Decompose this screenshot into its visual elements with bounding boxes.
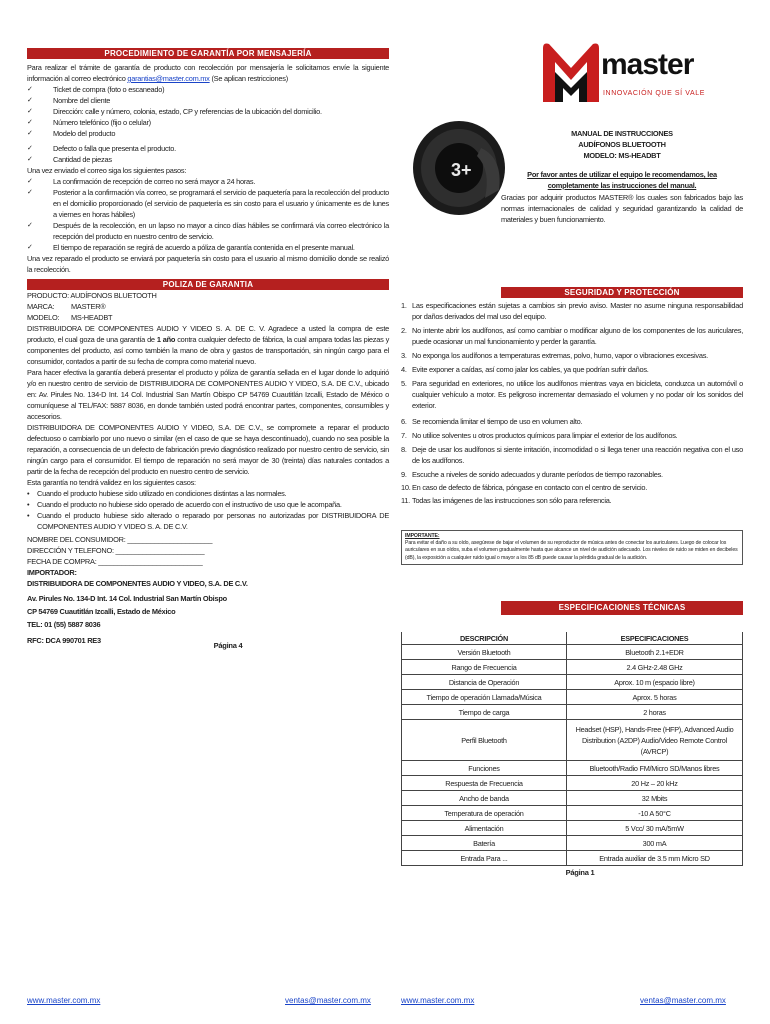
exclusion-item: • Cuando el producto hubiese sido utilizado en condiciones distintas a las normales. — [27, 488, 389, 499]
safety-list — [401, 300, 743, 506]
model-value: MS-HEADBT — [71, 313, 113, 322]
footer-web-right-wrap — [401, 996, 474, 1005]
safety-item: 5. Para seguridad en exteriores, no utilice los audífonos mientras vaya en bicicleta, conduzca un automóvil o cualquier vehículo a motor. Es peligroso incrementar demasiado el volumen y no podar oír los sonidos del exterior. — [401, 379, 743, 410]
brand-value: MASTER® — [71, 302, 106, 311]
form-purchase-date[interactable]: FECHA DE COMPRA: ___________________________ — [27, 557, 203, 566]
table-row: Perfil Bluetooth Headset (HSP), Hands-Free (HFP), Advanced Audio Distribution (A2DP) Audio/Video Remote Control (AVRCP) — [402, 720, 743, 761]
footer-mail-right-wrap — [640, 996, 726, 1005]
manual-title-1: MANUAL DE INSTRUCCIONES — [571, 129, 673, 138]
checklist-item: ✓ Dirección: calle y número, colonia, estado, CP y referencias de la ubicación del domicilio. — [27, 106, 389, 117]
table-row: Respuesta de Frecuencia 20 Hz – 20 kHz — [402, 776, 743, 791]
table-row: Rango de Frecuencia 2.4 GHz-2.48 GHz — [402, 660, 743, 675]
checklist-item: ✓ Nombre del cliente — [27, 95, 389, 106]
specs-spacer — [401, 615, 743, 632]
footer-web-left-wrap — [27, 996, 100, 1005]
importer-label: IMPORTADOR: — [27, 568, 77, 577]
safety-item: 6. Se recomienda limitar el tiempo de uso en volumen alto. — [401, 417, 583, 426]
brand-line — [27, 301, 389, 312]
section-title-specs: ESPECIFICACIONES TÉCNICAS — [501, 601, 743, 615]
manual-model: MODELO: MS-HEADBT — [583, 151, 661, 160]
footer-mail-left-wrap — [285, 996, 371, 1005]
safety-item: 1. Las especificaciones están sujetas a cambios sin previo aviso. Master no asume ninguna responsabilidad por daños derivados del mal uso del equipo. — [401, 301, 743, 321]
model-label: MODELO: — [27, 313, 60, 322]
safety-item: 4. Evite exponer a caídas, así como jalar los cables, ya que podrían sufrir daños. — [401, 365, 649, 374]
footer-mail-right[interactable]: ventas@master.com.mx — [640, 996, 726, 1005]
checklist-item: ✓ Ticket de compra (foto o escaneado) — [27, 84, 389, 95]
importer-rfc: RFC: DCA 990701 RE3 — [27, 636, 101, 645]
table-row: Tiempo de carga 2 horas — [402, 705, 743, 720]
page-number-right: Página 1 — [565, 868, 595, 877]
table-row: Alimentación 5 Vcc/ 30 mA/5mW — [402, 821, 743, 836]
safety-item: 10. En caso de defecto de fábrica, póngase en contacto con el centro de servicio. — [401, 483, 648, 492]
policy-paragraph-1b: contra cualquier defecto de fábrica, la cual ampara todas las piezas y componentes del producto, así como también la mano de obra y gastos de transportación, sin ningún cargo para el consumidor, contados a partir de su fecha de compra como material nuevo. — [27, 335, 390, 366]
checklist-item: ✓ Cantidad de piezas — [27, 154, 389, 165]
step-item: ✓ El tiempo de reparación se regirá de acuerdo a póliza de garantía contenida en el presente manual. — [27, 242, 389, 253]
warranty-duration: 1 año — [156, 335, 176, 344]
importer-address-1: Av. Pirules No. 134-D Int. 14 Col. Industrial San Martín Obispo — [27, 594, 227, 603]
page-number-left: Página 4 — [213, 641, 243, 650]
warranty-email-link[interactable]: garantias@master.com.mx — [127, 74, 210, 83]
form-consumer-name[interactable]: NOMBRE DEL CONSUMIDOR: ______________________ — [27, 535, 213, 544]
table-row: Temperatura de operación -10 A 50°C — [402, 806, 743, 821]
model-line — [27, 312, 389, 323]
footer-mail-left[interactable]: ventas@master.com.mx — [285, 996, 371, 1005]
exclusion-item: • Cuando el producto hubiese sido alterado o reparado por personas no autorizadas por DISTRIBUIDORA DE COMPONENTES AUDIO Y VIDEO S. A. DE C.V. — [27, 510, 389, 532]
footer-web-left[interactable]: www.master.com.mx — [27, 996, 101, 1005]
headphone-label: 3+ — [451, 160, 472, 180]
specs-header-row — [402, 632, 743, 645]
form-address-phone[interactable]: DIRECCIÓN Y TELEFONO: _______________________ — [27, 546, 205, 555]
brand-name: master — [601, 48, 694, 81]
intro-text-b: (Se aplican restricciones) — [211, 74, 288, 83]
brand-label: MARCA: — [27, 302, 55, 311]
specs-header-cell: ESPECIFICACIONES — [567, 632, 743, 645]
table-row: Tiempo de operación Llamada/Música Aprox. 5 horas — [402, 690, 743, 705]
steps-list — [27, 176, 389, 253]
closing-text: Una vez reparado el producto se enviará por paquetería sin costo para el usuario al mismo domicilio donde se realizó la recolección. — [27, 254, 389, 274]
safety-item: 7. No utilice solventes u otros productos químicos para limpiar el exterior de los audífonos. — [401, 431, 678, 440]
table-row: Versión Bluetooth Bluetooth 2.1+EDR — [402, 645, 743, 660]
policy-paragraph-2: Para hacer efectiva la garantía deberá presentar el producto y póliza de garantía sellada en el lugar donde lo adquirió y/o en nuestro centro de servicio de DISTRIBUIDORA DE COMPONENTES AUDIO Y VIDEO, S.A. DE C.V., ubicado en: Av. Pirules No. 134-D Int. 14 Col. Industrial San Martín Obispo CP 54769 Cuautitlán Izcalli, Estado de México o comuníquese al TEL/FAX: 5887 8036, en donde también usted podrá encontrar partes, componentes, consumibles y accesorios. — [27, 368, 389, 421]
safety-item: 9. Escuche a niveles de sonido adecuados y durante períodos de tiempo razonables. — [401, 470, 663, 479]
policy-paragraph-1 — [27, 323, 389, 367]
checklist-item: ✓ Modelo del producto — [27, 128, 389, 139]
section-title-safety: SEGURIDAD Y PROTECCIÓN — [501, 287, 743, 298]
exclusions-intro: Esta garantía no tendrá validez en los siguientes casos: — [27, 478, 196, 487]
specs-table — [401, 632, 743, 866]
manual-title-2: AUDÍFONOS BLUETOOTH — [578, 140, 666, 149]
important-label: IMPORTANTE: — [405, 533, 440, 539]
table-row: Funciones Bluetooth/Radio FM/Micro SD/Manos libres — [402, 761, 743, 776]
checklist-item: ✓ Número telefónico (fijo o celular) — [27, 117, 389, 128]
table-row: Entrada Para ... Entrada auxiliar de 3.5 mm Micro SD — [402, 851, 743, 866]
table-row: Distancia de Operación Aprox. 10 m (espacio libre) — [402, 675, 743, 690]
headphones-image — [411, 118, 507, 216]
brand-slogan: INNOVACIÓN QUE SÍ VALE — [603, 90, 706, 97]
step-item: ✓ Después de la recolección, en un lapso no mayor a cinco días hábiles se confirmará vía correo electrónico la recepción del producto en nuestro centro de servicio. — [27, 220, 389, 242]
table-row: Batería 300 mA — [402, 836, 743, 851]
thanks-text: Gracias por adquirir productos MASTER® los cuales son fabricados bajo las normas internacionales de calidad y seguridad garantizando la calidad de materiales y buen funcionamiento. — [501, 193, 743, 224]
important-notice — [401, 530, 743, 565]
exclusion-item: • Cuando el producto no hubiese sido operado de acuerdo con el instructivo de uso que le acompaña. — [27, 499, 389, 510]
policy-paragraph-1a: DISTRIBUIDORA DE COMPONENTES AUDIO Y VIDEO S. A. DE C. V. Agradece a usted la compra de este producto, el cual goza de una garantía de — [27, 324, 389, 344]
importer-phone: TEL: 01 (55) 5887 8036 — [27, 620, 101, 629]
left-column — [27, 0, 389, 651]
product-line: PRODUCTO: AUDÍFONOS BLUETOOTH — [27, 291, 157, 300]
steps-intro: Una vez enviado el correo siga los siguientes pasos: — [27, 166, 187, 175]
step-item: ✓ La confirmación de recepción de correo no será mayor a 24 horas. — [27, 176, 389, 187]
importer-address-2: CP 54769 Cuautitlán Izcalli, Estado de México — [27, 607, 176, 616]
checklist — [27, 84, 389, 165]
step-item: ✓ Posterior a la confirmación vía correo, se programará el servicio de paquetería para la recolección del producto en el domicilio proporcionado (el servicio de paquetería es sin costo para el usuario y únicamente es de lunes a viernes en horas hábiles) — [27, 187, 389, 220]
brand-logo — [539, 38, 743, 108]
safety-item: 3. No exponga los audífonos a temperaturas extremas, polvo, humo, vapor o vibraciones excesivas. — [401, 351, 708, 360]
specs-header-cell: DESCRIPCIÓN — [402, 632, 567, 645]
exclusions-list — [27, 488, 389, 532]
intro-text-a: Para realizar el trámite de garantía de producto con recolección por mensajería le solicitamos envíe la siguiente información al correo electrónico — [27, 63, 389, 83]
safety-item: 11. Todas las imágenes de las instrucciones son sólo para referencia. — [401, 496, 612, 505]
master-m-logo-icon — [539, 38, 603, 106]
safety-item: 2. No intente abrir los audífonos, así como cambiar o modificar alguno de los componentes de los auriculares, puede ocasionar un mal funcionamiento y perder la garantía. — [401, 326, 743, 346]
importer-name: DISTRIBUIDORA DE COMPONENTES AUDIO Y VIDEO, S.A. DE C.V. — [27, 579, 248, 588]
table-row: Ancho de banda 32 Mbits — [402, 791, 743, 806]
section-title-policy: POLIZA DE GARANTIA — [27, 279, 389, 290]
read-notice: Por favor antes de utilizar el equipo le recomendamos, lea completamente las instrucciones del manual. — [527, 170, 717, 190]
intro-text — [27, 62, 389, 84]
policy-paragraph-3: DISTRIBUIDORA DE COMPONENTES AUDIO Y VIDEO, S.A. DE C.V., se compromete a reparar el producto defectuoso o cambiarlo por uno nuevo o similar (en el caso de que se haya descontinuado), cuando no sea posible la reparación, a consecuencia de un defecto de fabricación previo diagnóstico realizado por nuestro centro de servicio, sin ningún cargo para el consumidor. El tiempo de reparación no será mayor de 30 (treinta) días naturales contados a partir de la fecha de recepción del producto en nuestro centro de servicio. — [27, 423, 389, 476]
safety-item: 8. Deje de usar los audífonos si siente irritación, incomodidad o si llega tener una reacción negativa con el uso de los audífonos. — [401, 445, 743, 465]
important-text: Para evitar el daño a su oído, asegúrese de bajar el volumen de su reproductor de música antes de conectar los auriculares. Luego de colocar los auriculares en sus oídos, suba el volumen gradualmente hasta que alcance un nivel de audición adecuado. Los niveles de ruido se miden en decibeles (dB), la exposición a cualquier ruido igual o mayor a los 85 dB puede causar la pérdida gradual de la audición. — [405, 540, 738, 561]
section-title-mail-warranty: PROCEDIMIENTO DE GARANTÍA POR MENSAJERÍA — [27, 48, 389, 59]
footer-web-right[interactable]: www.master.com.mx — [401, 996, 475, 1005]
checklist-item: ✓ Defecto o falla que presenta el producto. — [27, 143, 389, 154]
